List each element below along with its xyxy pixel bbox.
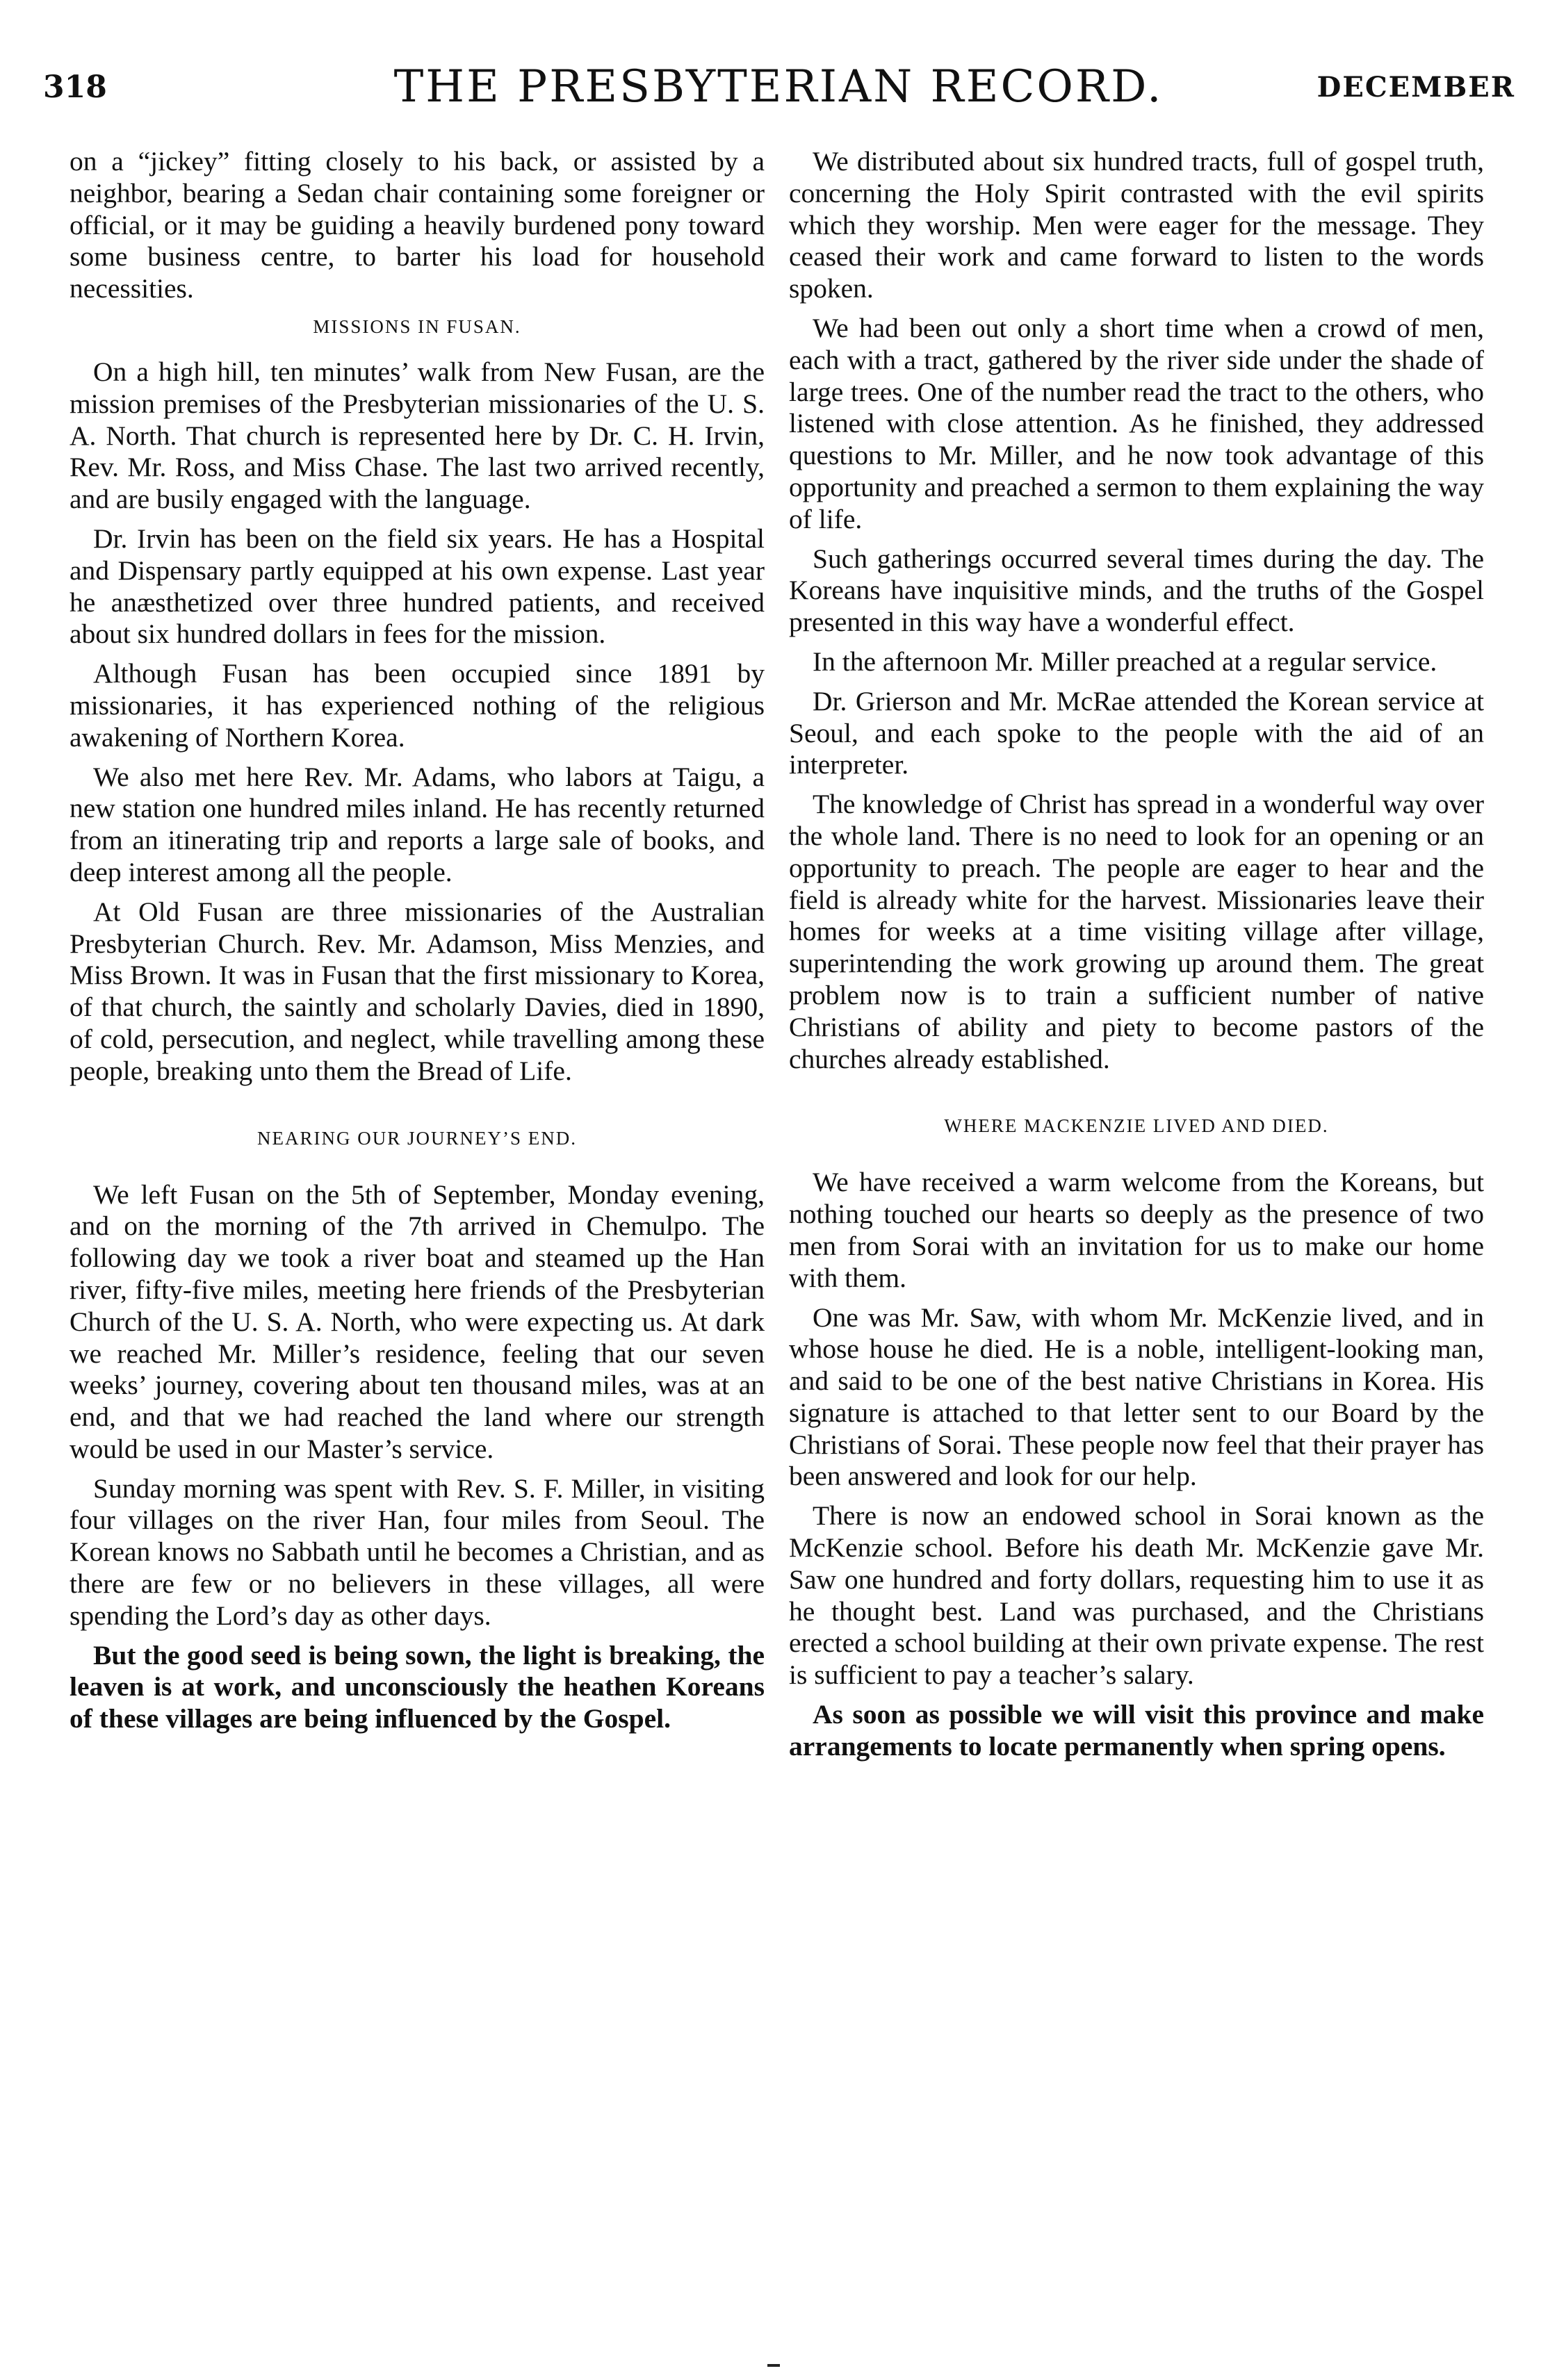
paragraph: One was Mr. Saw, with whom Mr. McKenzie lived, and in whose house he died. He is a noble, intelligent-looking man, and said to be one of the best native Christians in Korea. His signature is attached to that letter sent to our Board by the Christians of Sorai. These people now feel that their prayer has been answered and look for our help. — [789, 1302, 1484, 1492]
right-column — [789, 146, 1484, 1771]
issue-month: DECEMBER — [1316, 71, 1515, 104]
paragraph: As soon as possible we will visit this province and make arrangements to locate permanently when spring opens. — [789, 1699, 1484, 1762]
paragraph: Although Fusan has been occupied since 1891 by missionaries, it has experienced nothing of the religious awakening of Northern Korea. — [70, 658, 765, 753]
paragraph: We had been out only a short time when a crowd of men, each with a tract, gathered by the river side under the shade of large trees. One of the number read the tract to the others, who listened with close attention. As he finished, they addressed questions to Mr. Miller, and he now took advantage of this opportunity and preached a sermon to them explaining the way of life. — [789, 312, 1484, 534]
paragraph: There is now an endowed school in Sorai known as the McKenzie school. Before his death Mr. McKenzie gave Mr. Saw one hundred and forty dollars, requesting him to use it as he thought best. Land was purchased, and the Christians erected a school building at their own private expense. The rest is sufficient to pay a teacher’s salary. — [789, 1500, 1484, 1691]
left-column — [70, 146, 765, 1743]
paragraph: We left Fusan on the 5th of September, Monday evening, and on the morning of the 7th arrived in Chemulpo. The following day we took a river boat and steamed up the Han river, fifty-five miles, meeting here friends of the Presbyterian Church of the U. S. A. North, who were expecting us. At dark we reached Mr. Miller’s residence, feeling that our seven weeks’ journey, covering about ten thousand miles, was at an end, and that we had reached the land where our strength would be used in our Master’s service. — [70, 1179, 765, 1464]
paragraph: On a high hill, ten minutes’ walk from New Fusan, are the mission premises of the Presbyterian missionaries of the U. S. A. North. That church is represented here by Dr. C. H. Irvin, Rev. Mr. Ross, and Miss Chase. The last two arrived recently, and are busily engaged with the language. — [70, 356, 765, 515]
page-number: 318 — [43, 69, 107, 105]
continued-paragraph: on a “jickey” fitting closely to his back, or assisted by a neighbor, bearing a Sedan chair containing some foreigner or official, or it may be guiding a heavily burdened pony toward some business centre, to barter his load for household necessities. — [70, 146, 765, 304]
paragraph: Dr. Irvin has been on the field six years. He has a Hospital and Dispensary partly equipped at his own expense. Last year he anæsthetized over three hundred patients, and received about six hundred dollars in fees for the mission. — [70, 523, 765, 650]
page-bottom-mark — [767, 2364, 780, 2367]
journal-title: THE PRESBYTERIAN RECORD. — [393, 61, 1164, 113]
paragraph: Dr. Grierson and Mr. McRae attended the Korean service at Seoul, and each spoke to the people with the aid of an interpreter. — [789, 685, 1484, 780]
paragraph: The knowledge of Christ has spread in a wonderful way over the whole land. There is no need to look for an opening or an opportunity to preach. The people are eager to hear and the field is already white for the harvest. Missionaries leave their homes for weeks at a time visiting village after village, superintending the work growing up around them. The great problem now is to train a sufficient number of native Christians of ability and piety to become pastors of the churches already established. — [789, 789, 1484, 1074]
page-header — [42, 61, 1515, 113]
section-heading-nearing-our-journeys-end: NEARING OUR JOURNEY’S END. — [257, 1127, 577, 1149]
section-heading-missions-in-fusan: MISSIONS IN FUSAN. — [313, 315, 521, 337]
paragraph: We also met here Rev. Mr. Adams, who labors at Taigu, a new station one hundred miles inland. He has recently returned from an itinerating trip and reports a large sale of books, and deep interest among all the people. — [70, 761, 765, 887]
paragraph: We have received a warm welcome from the Koreans, but nothing touched our hearts so deeply as the presence of two men from Sorai with an invitation for us to make our home with them. — [789, 1167, 1484, 1293]
paragraph: But the good seed is being sown, the light is breaking, the leaven is at work, and unconsciously the heathen Koreans of these villages are being influenced by the Gospel. — [70, 1639, 765, 1734]
section-heading-where-mackenzie-lived-and-died: WHERE MACKENZIE LIVED AND DIED. — [944, 1115, 1329, 1137]
paragraph: Such gatherings occurred several times during the day. The Koreans have inquisitive minds, and the truths of the Gospel presented in this way have a wonderful effect. — [789, 543, 1484, 638]
paragraph: In the afternoon Mr. Miller preached at a regular service. — [813, 646, 1437, 677]
paragraph: At Old Fusan are three missionaries of the Australian Presbyterian Church. Rev. Mr. Adamson, Miss Menzies, and Miss Brown. It was in Fusan that the first missionary to Korea, of that church, the saintly and scholarly Davies, died in 1890, of cold, persecution, and neglect, while travelling among these people, breaking unto them the Bread of Life. — [70, 896, 765, 1086]
paragraph: Sunday morning was spent with Rev. S. F. Miller, in visiting four villages on the river Han, four miles from Seoul. The Korean knows no Sabbath until he becomes a Christian, and as there are few or no believers in these villages, all were spending the Lord’s day as other days. — [70, 1472, 765, 1631]
paragraph: We distributed about six hundred tracts, full of gospel truth, concerning the Holy Spirit contrasted with the evil spirits which they worship. Men were eager for the message. They ceased their work and came forward to listen to the words spoken. — [789, 146, 1484, 304]
